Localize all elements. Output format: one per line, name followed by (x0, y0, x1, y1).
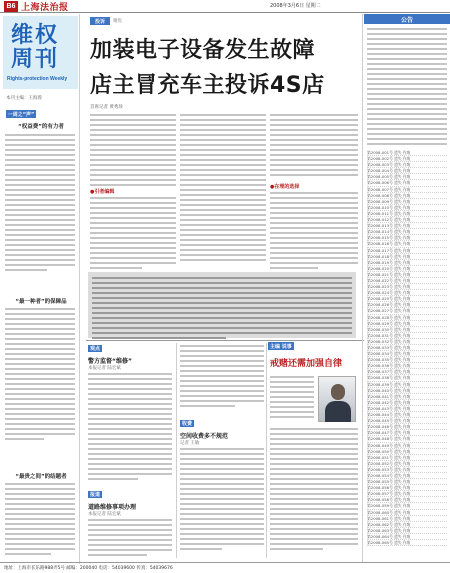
notice-row-text: 第2008-031号 遗失 作废 (367, 332, 411, 338)
left-article-text (5, 483, 75, 558)
notice-row-text: 第2008-046号 遗失 作废 (367, 424, 411, 430)
column-tag: 主编 说事 (270, 343, 292, 350)
column-divider (362, 14, 363, 562)
notice-row (367, 540, 447, 546)
date-line: 2008年3月6日 星期二 (270, 3, 321, 9)
editor-column (268, 342, 360, 557)
notice-row-text: 第2008-001号 遗失 作废 (367, 150, 411, 155)
quote-box (88, 272, 356, 338)
notice-row-text: 第2008-057号 遗失 作废 (367, 491, 411, 497)
notice-row-text: 第2008-007号 遗失 作废 (367, 186, 411, 192)
main-article-col3b (270, 192, 358, 272)
main-headline-line2: 店主冒充车主投诉4S店 (90, 73, 325, 98)
notice-row-text: 第2008-010号 遗失 作废 (367, 204, 411, 210)
left-article-text (5, 134, 75, 274)
notice-row-text: 第2008-023号 遗失 作废 (367, 284, 411, 290)
notice-row-text: 第2008-053号 遗失 作废 (367, 466, 411, 472)
notice-row-text: 第2008-050号 遗失 作废 (367, 448, 411, 454)
section-title: “权益费”的有力者 (18, 124, 64, 130)
notice-row-text: 第2008-060号 遗失 作废 (367, 509, 411, 515)
notice-table (367, 150, 447, 546)
notice-row-text: 第2008-035号 遗失 作废 (367, 357, 411, 363)
left-column (0, 14, 80, 564)
section-title: “最一种者”的保障品 (15, 299, 67, 305)
topic-tag: 投诉 (90, 17, 110, 25)
article-byline: 本报记者 陆宏斌 (88, 366, 121, 371)
main-article-col1 (90, 114, 176, 189)
notice-row-text: 第2008-002号 遗失 作废 (367, 156, 411, 162)
weekly-banner (3, 16, 78, 89)
notice-row-text: 第2008-059号 遗失 作废 (367, 503, 411, 509)
notice-row-text: 第2008-040号 遗失 作废 (367, 387, 411, 393)
article-byline: 本报记者 陆宏斌 (88, 512, 121, 517)
main-article-col2 (180, 114, 266, 264)
notice-row-text: 第2008-058号 遗失 作废 (367, 497, 411, 503)
column-title: 戒赌还需加强自律 (270, 359, 343, 369)
notice-row-text: 第2008-016号 遗失 作废 (367, 241, 411, 247)
notice-row-text: 第2008-008号 遗失 作废 (367, 192, 411, 198)
banner-subtitle: Rights-protection Weekly (7, 76, 68, 82)
main-subhead: ●在理的选择 (270, 184, 300, 190)
footer-text: 地址：上海市长乐路988弄5号 邮编：200040 电话：54039600 传真：54039676 (4, 566, 173, 571)
newspaper-name: 上海法治报 (21, 2, 69, 13)
article-text (180, 345, 264, 410)
masthead (4, 0, 74, 12)
notice-row-text: 第2008-062号 遗失 作废 (367, 521, 411, 527)
main-article-col3 (270, 114, 358, 179)
notice-row-text: 第2008-009号 遗失 作废 (367, 198, 411, 204)
notice-row-text: 第2008-032号 遗失 作废 (367, 338, 411, 344)
article-headline: 警方监督“维修” (88, 358, 132, 365)
notice-row-text: 第2008-037号 遗失 作废 (367, 369, 411, 375)
notice-row-text: 第2008-034号 遗失 作废 (367, 351, 411, 357)
notice-row-text: 第2008-055号 遗失 作废 (367, 479, 411, 485)
notice-row-text: 第2008-017号 遗失 作废 (367, 247, 411, 253)
article-headline: 道路维修事项办理 (88, 504, 137, 511)
notice-heading: 公告 (364, 14, 450, 24)
topic-subtitle: 聚焦 (113, 19, 122, 24)
banner-title: 维权周刊 (11, 23, 60, 72)
notice-row-text: 第2008-026号 遗失 作废 (367, 302, 411, 308)
notice-row-text: 第2008-042号 遗失 作废 (367, 399, 411, 405)
notice-row-text: 第2008-044号 遗失 作废 (367, 412, 411, 418)
notice-row-text: 第2008-013号 遗失 作废 (367, 223, 411, 229)
section-badge: 一周之“声” (7, 111, 35, 118)
notice-row-text: 第2008-005号 遗失 作废 (367, 174, 411, 180)
notice-row-text: 第2008-041号 遗失 作废 (367, 393, 411, 399)
section-title: “最贵之间”的结题者 (15, 474, 67, 480)
left-article-text (5, 308, 75, 443)
notice-row-text: 第2008-025号 遗失 作废 (367, 296, 411, 302)
article-tag: 报道 (90, 492, 101, 498)
page-footer (0, 562, 450, 573)
page-header (0, 0, 450, 13)
editor-line: 本刊主编：王海蓉 (6, 96, 42, 101)
main-article-col1b (90, 197, 176, 272)
column-divider (176, 343, 177, 558)
notice-row-text: 第2008-027号 遗失 作废 (367, 308, 411, 314)
page-number-logo: B6 (4, 1, 18, 12)
notice-row-text: 第2008-054号 遗失 作废 (367, 472, 411, 478)
notice-row-text: 第2008-011号 遗失 作废 (367, 210, 411, 216)
notice-row-text: 第2008-038号 遗失 作废 (367, 375, 411, 381)
notice-row-text: 第2008-020号 遗失 作废 (367, 265, 411, 271)
article-text (180, 448, 264, 553)
main-byline: 首席记者 黄秀珍 (90, 105, 123, 110)
column-divider (266, 343, 267, 558)
article-headline: 空间收费多不规范 (180, 433, 229, 440)
notice-row-text: 第2008-003号 遗失 作废 (367, 162, 411, 168)
notice-column (364, 14, 450, 564)
column-text-beside-photo (270, 376, 314, 421)
article-byline: 记者 王敏 (180, 441, 200, 446)
notice-row-text: 第2008-056号 遗失 作废 (367, 485, 411, 491)
article-text (88, 373, 172, 483)
notice-row-text: 第2008-015号 遗失 作废 (367, 235, 411, 241)
notice-row-text: 第2008-018号 遗失 作废 (367, 253, 411, 259)
notice-row-text: 第2008-048号 遗失 作废 (367, 436, 411, 442)
notice-row-text: 第2008-019号 遗失 作废 (367, 259, 411, 265)
section-divider (86, 340, 364, 341)
notice-row-text: 第2008-021号 遗失 作废 (367, 271, 411, 277)
notice-row-text: 第2008-014号 遗失 作废 (367, 229, 411, 235)
author-photo (318, 376, 356, 422)
notice-row-text: 第2008-004号 遗失 作废 (367, 168, 411, 174)
article-tag: 观点 (90, 346, 101, 352)
notice-row-text: 第2008-012号 遗失 作废 (367, 217, 411, 223)
notice-row-text: 第2008-028号 遗失 作废 (367, 314, 411, 320)
article-text (88, 519, 172, 559)
article-tag: 收费 (182, 421, 193, 427)
notice-row-text: 第2008-051号 遗失 作废 (367, 454, 411, 460)
column-text (270, 428, 358, 553)
notice-row-text: 第2008-022号 遗失 作废 (367, 277, 411, 283)
notice-row-text: 第2008-065号 遗失 作废 (367, 540, 411, 545)
notice-row-text: 第2008-039号 遗失 作废 (367, 381, 411, 387)
notice-row-text: 第2008-061号 遗失 作废 (367, 515, 411, 521)
notice-row-text: 第2008-030号 遗失 作废 (367, 326, 411, 332)
notice-row-text: 第2008-052号 遗失 作废 (367, 460, 411, 466)
main-headline: 加装电子设备发生故障 (90, 38, 316, 63)
notice-row-text: 第2008-063号 遗失 作废 (367, 527, 411, 533)
notice-intro-text (367, 28, 447, 148)
notice-row-text: 第2008-024号 遗失 作废 (367, 290, 411, 296)
notice-row-text: 第2008-033号 遗失 作废 (367, 345, 411, 350)
notice-row-text: 第2008-047号 遗失 作废 (367, 430, 411, 436)
notice-row-text: 第2008-045号 遗失 作废 (367, 418, 411, 424)
main-subhead: ●引者编辑 (90, 189, 115, 195)
notice-row-text: 第2008-064号 遗失 作废 (367, 533, 411, 539)
notice-row-text: 第2008-029号 遗失 作废 (367, 320, 411, 326)
notice-row-text: 第2008-043号 遗失 作废 (367, 405, 411, 411)
notice-row-text: 第2008-036号 遗失 作废 (367, 363, 411, 369)
notice-row-text: 第2008-049号 遗失 作废 (367, 442, 411, 448)
notice-row-text: 第2008-006号 遗失 作废 (367, 180, 411, 186)
